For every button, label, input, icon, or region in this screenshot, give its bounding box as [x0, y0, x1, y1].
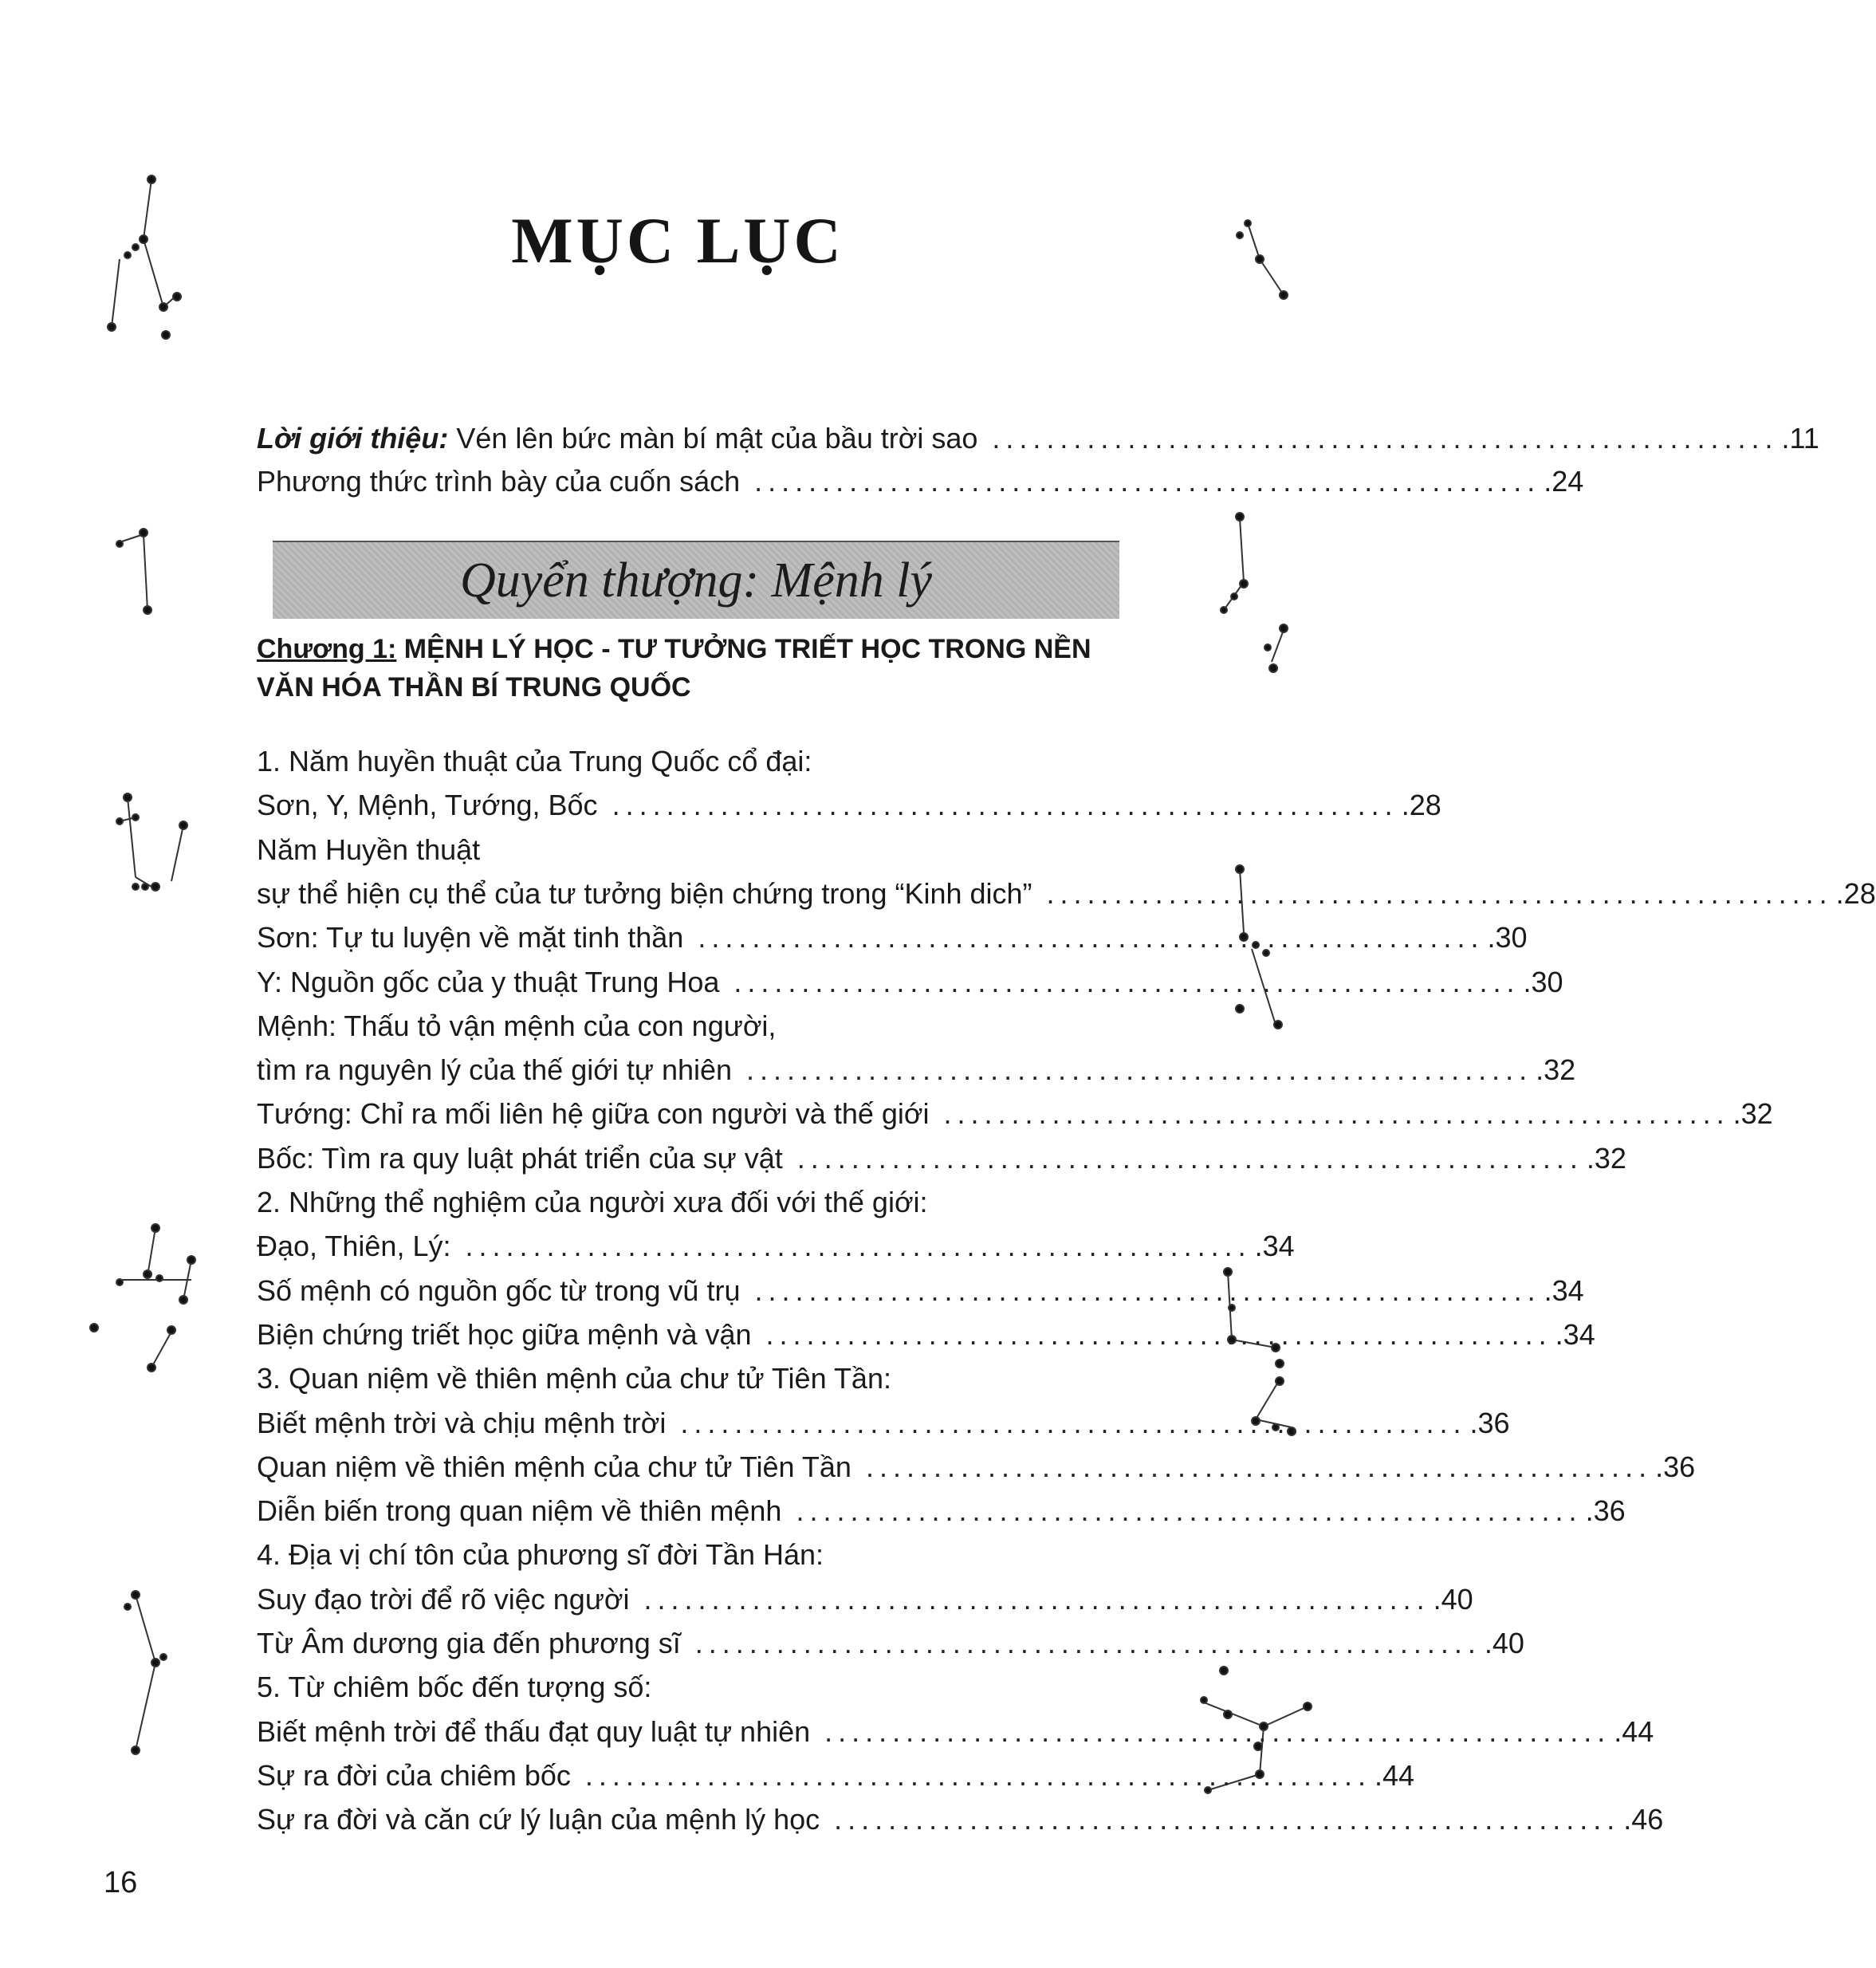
toc-entry[interactable] — [257, 915, 1528, 960]
constellation-icon — [1221, 513, 1288, 672]
toc-entry-label: Bốc: Tìm ra quy luật phát triển của sự vật — [257, 1142, 783, 1175]
section-banner-title: Quyển thượng: Mệnh lý — [460, 553, 932, 608]
toc-leader-dots: .......................................................... — [643, 1583, 1430, 1616]
toc-page-number: .32 — [1536, 1053, 1576, 1086]
toc-entry-label: Phương thức trình bày của cuốn sách — [257, 465, 741, 498]
toc-entry[interactable] — [257, 1710, 1654, 1754]
toc-entry[interactable] — [257, 1401, 1510, 1446]
toc-entry-label: Quan niệm về thiên mệnh của chư tử Tiên Tần — [257, 1450, 851, 1483]
toc-entry[interactable] — [257, 1092, 1773, 1136]
toc-entry[interactable] — [257, 872, 1876, 916]
toc-leader-dots: .......................................................... — [992, 422, 1779, 455]
toc-leader-dots: .......................................................... — [824, 1715, 1611, 1748]
toc-leader-dots: .......................................................... — [765, 1318, 1552, 1351]
chapter-title-line2: VĂN HÓA THẦN BÍ TRUNG QUỐC — [257, 672, 691, 703]
toc-entry-label: sự thể hiện cụ thể của tư tưởng biện chứng trong “Kinh dich” — [257, 877, 1032, 910]
toc-leader-dots: .......................................................... — [680, 1407, 1467, 1439]
toc-entry-label: Diễn biến trong quan niệm về thiên mệnh — [257, 1494, 782, 1527]
toc-entry-label: Từ Âm dương gia đến phương sĩ — [257, 1627, 681, 1659]
toc-entry-label: Sơn: Tự tu luyện về mặt tinh thần — [257, 921, 684, 954]
toc-leader-dots: .......................................................... — [754, 465, 1541, 498]
toc-entry[interactable] — [257, 1136, 1626, 1181]
toc-leader-dots: .......................................................... — [746, 1053, 1533, 1086]
toc-entry[interactable]: 4. Địa vị chí tôn của phương sĩ đời Tần Hán: — [257, 1538, 824, 1571]
toc-entry-label: Số mệnh có nguồn gốc từ trong vũ trụ — [257, 1274, 741, 1307]
constellation-icon — [90, 1224, 195, 1372]
toc-page-number: .36 — [1585, 1494, 1626, 1527]
toc-page-number: .32 — [1586, 1142, 1626, 1175]
toc-entry-method[interactable] — [257, 459, 1584, 504]
toc-entry-label: Suy đạo trời để rõ việc người — [257, 1583, 630, 1616]
toc-leader-dots: .......................................................... — [796, 1142, 1583, 1175]
toc-page-number: .34 — [1555, 1318, 1595, 1351]
toc-entry-label: Y: Nguồn gốc của y thuật Trung Hoa — [257, 966, 720, 998]
toc-entry[interactable] — [257, 1048, 1576, 1092]
toc-entry[interactable] — [257, 1313, 1595, 1357]
toc-entry[interactable]: 5. Từ chiêm bốc đến tượng số: — [257, 1671, 652, 1703]
toc-leader-dots: .......................................................... — [865, 1450, 1653, 1483]
toc-entry[interactable] — [257, 1753, 1415, 1798]
page-title: MỤC LỤC — [511, 204, 844, 277]
toc-entry-label: Tướng: Chỉ ra mối liên hệ giữa con người và thế giới — [257, 1097, 930, 1130]
toc-entry-label: tìm ra nguyên lý của thế giới tự nhiên — [257, 1053, 733, 1086]
toc-page-number: .40 — [1433, 1583, 1473, 1616]
toc-page-number: .11 — [1781, 422, 1819, 455]
toc-leader-dots: .......................................................... — [612, 789, 1398, 821]
toc-entry[interactable] — [257, 1577, 1473, 1622]
toc-entry[interactable]: 3. Quan niệm về thiên mệnh của chư tử Tiên Tần: — [257, 1362, 891, 1395]
toc-entry-label: Đạo, Thiên, Lý: — [257, 1230, 451, 1262]
toc-entry[interactable] — [257, 1797, 1664, 1842]
toc-page-number: .28 — [1401, 789, 1441, 821]
toc-page-number: .36 — [1655, 1450, 1696, 1483]
toc-entry-label: Biết mệnh trời và chịu mệnh trời — [257, 1407, 667, 1439]
toc-leader-dots: .......................................................... — [698, 921, 1485, 954]
toc-page-number: .34 — [1544, 1274, 1584, 1307]
toc-entry-label: Sự ra đời và căn cứ lý luận của mệnh lý học — [257, 1803, 820, 1836]
chapter-title-line1: MỆNH LÝ HỌC - TƯ TƯỞNG TRIẾT HỌC TRONG NỀN — [396, 634, 1091, 664]
toc-leader-dots: .......................................................... — [754, 1274, 1541, 1307]
toc-entry-label: Sơn, Y, Mệnh, Tướng, Bốc — [257, 789, 598, 821]
toc-page-number: .32 — [1732, 1097, 1773, 1130]
toc-page-number: .30 — [1523, 966, 1563, 998]
toc-page-number: .24 — [1544, 465, 1584, 498]
toc-leader-dots: .......................................................... — [796, 1494, 1583, 1527]
toc-entry[interactable]: 2. Những thể nghiệm của người xưa đối với thế giới: — [257, 1186, 928, 1218]
toc-entry-intro[interactable] — [257, 416, 1819, 461]
toc-leader-dots: .......................................................... — [694, 1627, 1481, 1659]
toc-page-number: .36 — [1469, 1407, 1510, 1439]
toc-page-number: .44 — [1375, 1759, 1415, 1792]
toc-leader-dots: .......................................................... — [834, 1803, 1621, 1836]
toc-entry[interactable] — [257, 960, 1563, 1005]
toc-page-number: .28 — [1835, 877, 1876, 910]
toc-entry-label: Lời giới thiệu: Vén lên bức màn bí mật của bầu trời sao — [257, 422, 978, 455]
page-number: 16 — [104, 1866, 138, 1899]
toc-entry-label: Biết mệnh trời để thấu đạt quy luật tự nhiên — [257, 1715, 811, 1748]
toc-leader-dots: .......................................................... — [943, 1097, 1730, 1130]
toc-page-number: .44 — [1614, 1715, 1654, 1748]
toc-entry[interactable] — [257, 1489, 1626, 1533]
toc-entry[interactable] — [257, 1224, 1295, 1269]
toc-entry[interactable] — [257, 1269, 1584, 1313]
toc-page-number: .30 — [1487, 921, 1528, 954]
toc-entry[interactable]: 1. Năm huyền thuật của Trung Quốc cổ đại: — [257, 745, 812, 777]
toc-entry[interactable]: Mệnh: Thấu tỏ vận mệnh của con người, — [257, 1010, 777, 1042]
toc-entry-label: Sự ra đời của chiêm bốc — [257, 1759, 571, 1792]
toc-page-number: .46 — [1623, 1803, 1664, 1836]
toc-entry[interactable] — [257, 1445, 1696, 1490]
constellation-icon — [116, 793, 187, 891]
toc-leader-dots: .......................................................... — [1046, 877, 1833, 910]
constellation-icon — [116, 529, 151, 614]
toc-page-number: .34 — [1254, 1230, 1295, 1262]
chapter-heading[interactable] — [257, 630, 1134, 707]
toc-entry[interactable] — [257, 783, 1441, 828]
constellation-icon — [124, 1591, 167, 1754]
chapter-label: Chương 1: — [257, 634, 397, 664]
section-banner — [273, 541, 1119, 619]
toc-page-number: .40 — [1484, 1627, 1524, 1659]
toc-leader-dots: .......................................................... — [465, 1230, 1252, 1262]
toc-leader-dots: .......................................................... — [584, 1759, 1371, 1792]
toc-entry-label: Biện chứng triết học giữa mệnh và vận — [257, 1318, 752, 1351]
toc-leader-dots: .......................................................... — [733, 966, 1520, 998]
toc-entry[interactable]: Năm Huyền thuật — [257, 833, 481, 866]
toc-entry[interactable] — [257, 1621, 1524, 1666]
